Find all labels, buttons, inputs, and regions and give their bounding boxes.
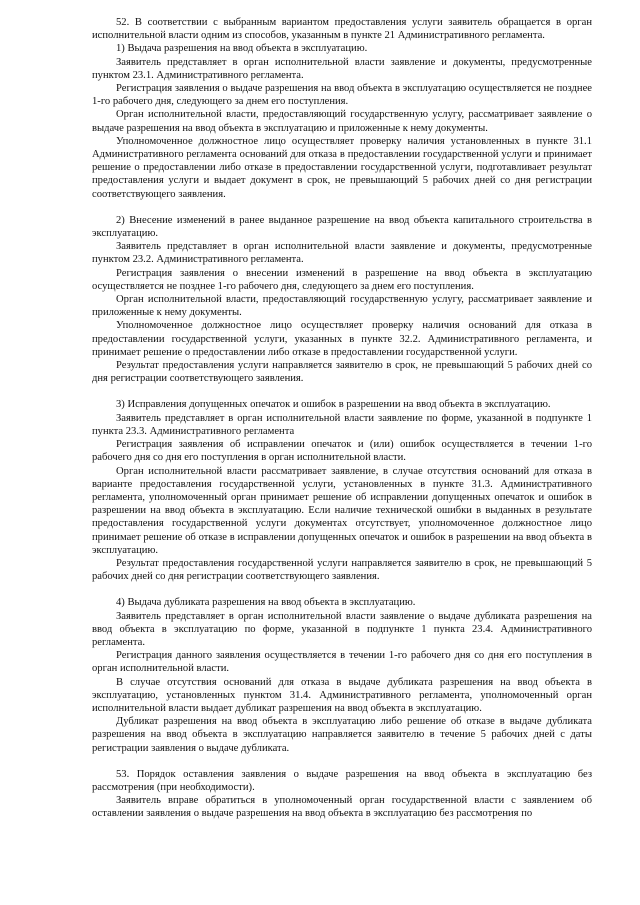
paragraph: Орган исполнительной власти рассматривает заявление, в случае отсутствия оснований для отказа в варианте предоставления государственной услуги, установленных в пункте 31.3. Административного регламента, уполномоченный орган принимает решение об исправлении допущенных опечаток и ошибок в разрешении на ввод объекта в эксплуатацию. Если наличие технической ошибки в выданных в результате предоставления государственной услуги документах отсутствует, уполномоченное должностное лицо принимает решение об отказе в исправлении допущенных опечаток и ошибок в разрешении на ввод объекта в эксплуатацию. — [92, 465, 592, 556]
paragraph: 2) Внесение изменений в ранее выданное разрешение на ввод объекта капитального строительства в эксплуатацию. — [92, 214, 592, 240]
paragraph: Уполномоченное должностное лицо осуществляет проверку наличия оснований для отказа в предоставлении государственной услуги, указанных в пункте 32.2. Административного регламента, и принимает решение о предоставлении либо отказе в предоставлении государственной услуги. — [92, 320, 592, 358]
paragraph: Орган исполнительной власти, предоставляющий государственную услугу, рассматривает заявление и приложенные к нему документы. — [92, 294, 592, 319]
paragraph: Заявитель представляет в орган исполнительной власти заявление о выдаче дубликата разрешения на ввод объекта в эксплуатацию по форме, указанной в подпункте 1 пункта 23.4. Административного регламента. — [92, 610, 592, 648]
paragraph: Уполномоченное должностное лицо осуществляет проверку наличия установленных в пункте 31.1 Административного регламента оснований для отказа в предоставлении государственной услуги и принимает решение о предоставлении либо отказе в предоставлении государственной услуги, подготавливает результат предоставления услуги и выдает документ в срок, не превышающий 5 рабочих дней со дня регистрации соответствующего заявления. — [92, 135, 592, 200]
paragraph: 53. Порядок оставления заявления о выдаче разрешения на ввод объекта в эксплуатацию без рассмотрения (при необходимости). — [92, 768, 592, 793]
paragraph: Регистрация заявления о внесении изменений в разрешение на ввод объекта в эксплуатацию осуществляется не позднее 1-го рабочего дня, следующего за днем его поступления. — [92, 267, 592, 292]
paragraph: Результат предоставления государственной услуги направляется заявителю в срок, не превышающий 5 рабочих дней со дня регистрации соответствующего заявления. — [92, 557, 592, 583]
paragraph: 52. В соответствии с выбранным вариантом предоставления услуги заявитель обращается в орган исполнительной власти одним из способов, указанным в пункте 21 Административного регламента. — [92, 17, 592, 42]
paragraph: 3) Исправления допущенных опечаток и ошибок в разрешении на ввод объекта в эксплуатацию. — [116, 399, 551, 411]
paragraph: Регистрация заявления о выдаче разрешения на ввод объекта в эксплуатацию осуществляется не позднее 1-го рабочего дня, следующего за днем его поступления. — [92, 83, 592, 108]
paragraph: Регистрация данного заявления осуществляется в течении 1-го рабочего дня со дня его поступления в орган исполнительной власти. — [92, 650, 592, 675]
paragraph: 4) Выдача дубликата разрешения на ввод объекта в эксплуатацию. — [116, 597, 416, 609]
paragraph: Результат предоставления услуги направляется заявителю в срок, не превышающий 5 рабочих дней со дня регистрации соответствующего заявления. — [92, 360, 592, 385]
paragraph: Заявитель вправе обратиться в уполномоченный орган государственной власти с заявлением об оставлении заявления о выдаче разрешения на ввод объекта в эксплуатацию без рассмотрения по — [92, 795, 592, 820]
paragraph: Заявитель представляет в орган исполнительной власти заявление и документы, предусмотренные пунктом 23.2. Административного регламента. — [92, 241, 592, 266]
paragraph: Заявитель представляет в орган исполнительной власти заявление и документы, предусмотренные пунктом 23.1. Административного регламента. — [92, 56, 592, 81]
paragraph: Дубликат разрешения на ввод объекта в эксплуатацию либо решение об отказе в выдаче дубликата разрешения на ввод объекта в эксплуатацию направляется заявителю в течение 5 рабочих дней с даты регистрации заявления о выдаче дубликата. — [92, 716, 592, 754]
paragraph: В случае отсутствия оснований для отказа в выдаче дубликата разрешения на ввод объекта в эксплуатацию, установленных пунктом 31.4. Административного регламента, уполномоченный орган исполнительной власти выдает дубликат разрешения на ввод объекта в эксплуатацию. — [92, 676, 592, 714]
paragraph: Регистрация заявления об исправлении опечаток и (или) ошибок осуществляется в течении 1-го рабочего дня со дня его поступления в орган исполнительной власти. — [92, 439, 592, 464]
paragraph: Орган исполнительной власти, предоставляющий государственную услугу, рассматривает заявление о выдаче разрешения на ввод объекта в эксплуатацию и приложенные к нему документы. — [92, 109, 592, 134]
paragraph: 1) Выдача разрешения на ввод объекта в эксплуатацию. — [116, 43, 368, 55]
paragraph: Заявитель представляет в орган исполнительной власти заявление по форме, указанной в подпункте 1 пункта 23.3. Административного регламента — [92, 412, 592, 437]
